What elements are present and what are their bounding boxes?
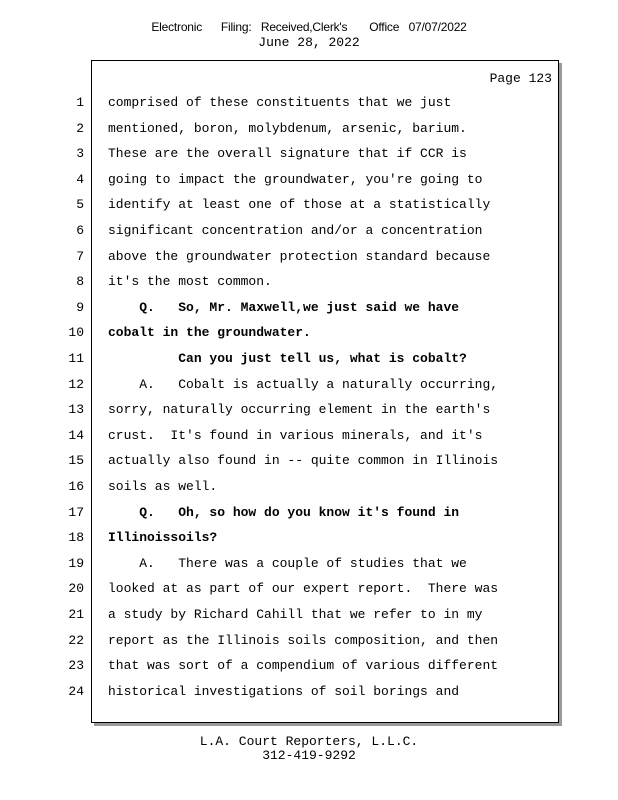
transcript-line: sorry, naturally occurring element in the earth's xyxy=(108,402,491,417)
transcript-line: Can you just tell us, what is cobalt? xyxy=(108,351,467,366)
transcript-line: Q. So, Mr. Maxwell,we just said we have xyxy=(108,300,460,315)
transcript-line: going to impact the groundwater, you're going to xyxy=(108,172,483,187)
transcript-line: that was sort of a compendium of various different xyxy=(108,658,499,673)
transcript-line: comprised of these constituents that we just xyxy=(108,95,452,110)
transcript-line: actually also found in -- quite common in Illinois xyxy=(108,453,499,468)
line-number: 4 xyxy=(76,172,84,187)
transcript-line: crust. It's found in various minerals, and it's xyxy=(108,428,483,443)
page-number: Page 123 xyxy=(489,71,552,86)
line-number: 24 xyxy=(68,684,84,699)
line-number: 8 xyxy=(76,274,84,289)
transcript-line: Illinoissoils? xyxy=(108,530,218,545)
line-number: 2 xyxy=(76,121,84,136)
transcript-line: identify at least one of those at a statistically xyxy=(108,197,491,212)
transcript-line: report as the Illinois soils composition, and then xyxy=(108,633,499,648)
line-number: 18 xyxy=(68,530,84,545)
transcript-line: it's the most common. xyxy=(108,274,272,289)
line-number: 1 xyxy=(76,95,84,110)
transcript-line: Q. Oh, so how do you know it's found in xyxy=(108,505,460,520)
transcript-line: above the groundwater protection standard because xyxy=(108,249,491,264)
line-number: 7 xyxy=(76,249,84,264)
footer-company: L.A. Court Reporters, L.L.C. xyxy=(199,734,419,749)
transcript-line: A. Cobalt is actually a naturally occurring, xyxy=(108,377,499,392)
line-number: 15 xyxy=(68,453,84,468)
line-number: 16 xyxy=(68,479,84,494)
transcript-line: A. There was a couple of studies that we xyxy=(108,556,467,571)
line-number: 21 xyxy=(68,607,84,622)
line-number: 12 xyxy=(68,377,84,392)
line-number: 13 xyxy=(68,402,84,417)
line-number: 3 xyxy=(76,146,84,161)
transcript-line: cobalt in the groundwater. xyxy=(108,325,311,340)
transcript-line: significant concentration and/or a concentration xyxy=(108,223,483,238)
transcript-line: historical investigations of soil borings and xyxy=(108,684,460,699)
transcript-line: These are the overall signature that if CCR is xyxy=(108,146,467,161)
line-number: 20 xyxy=(68,581,84,596)
line-number: 23 xyxy=(68,658,84,673)
transcript-line: mentioned, boron, molybdenum, arsenic, barium. xyxy=(108,121,467,136)
line-number: 19 xyxy=(68,556,84,571)
line-number: 10 xyxy=(68,325,84,340)
transcript-line: soils as well. xyxy=(108,479,218,494)
transcript-line: a study by Richard Cahill that we refer to in my xyxy=(108,607,483,622)
line-number: 17 xyxy=(68,505,84,520)
line-number: 22 xyxy=(68,633,84,648)
transcript-line: looked at as part of our expert report. There was xyxy=(108,581,499,596)
footer-phone: 312-419-9292 xyxy=(262,748,356,763)
filing-stamp: Electronic Filing: Received,Clerk's Office 07/07/2022 xyxy=(151,20,467,34)
line-number: 11 xyxy=(68,351,84,366)
line-number: 6 xyxy=(76,223,84,238)
line-number: 5 xyxy=(76,197,84,212)
header-date: June 28, 2022 xyxy=(258,35,360,50)
line-number: 9 xyxy=(76,300,84,315)
line-number: 14 xyxy=(68,428,84,443)
